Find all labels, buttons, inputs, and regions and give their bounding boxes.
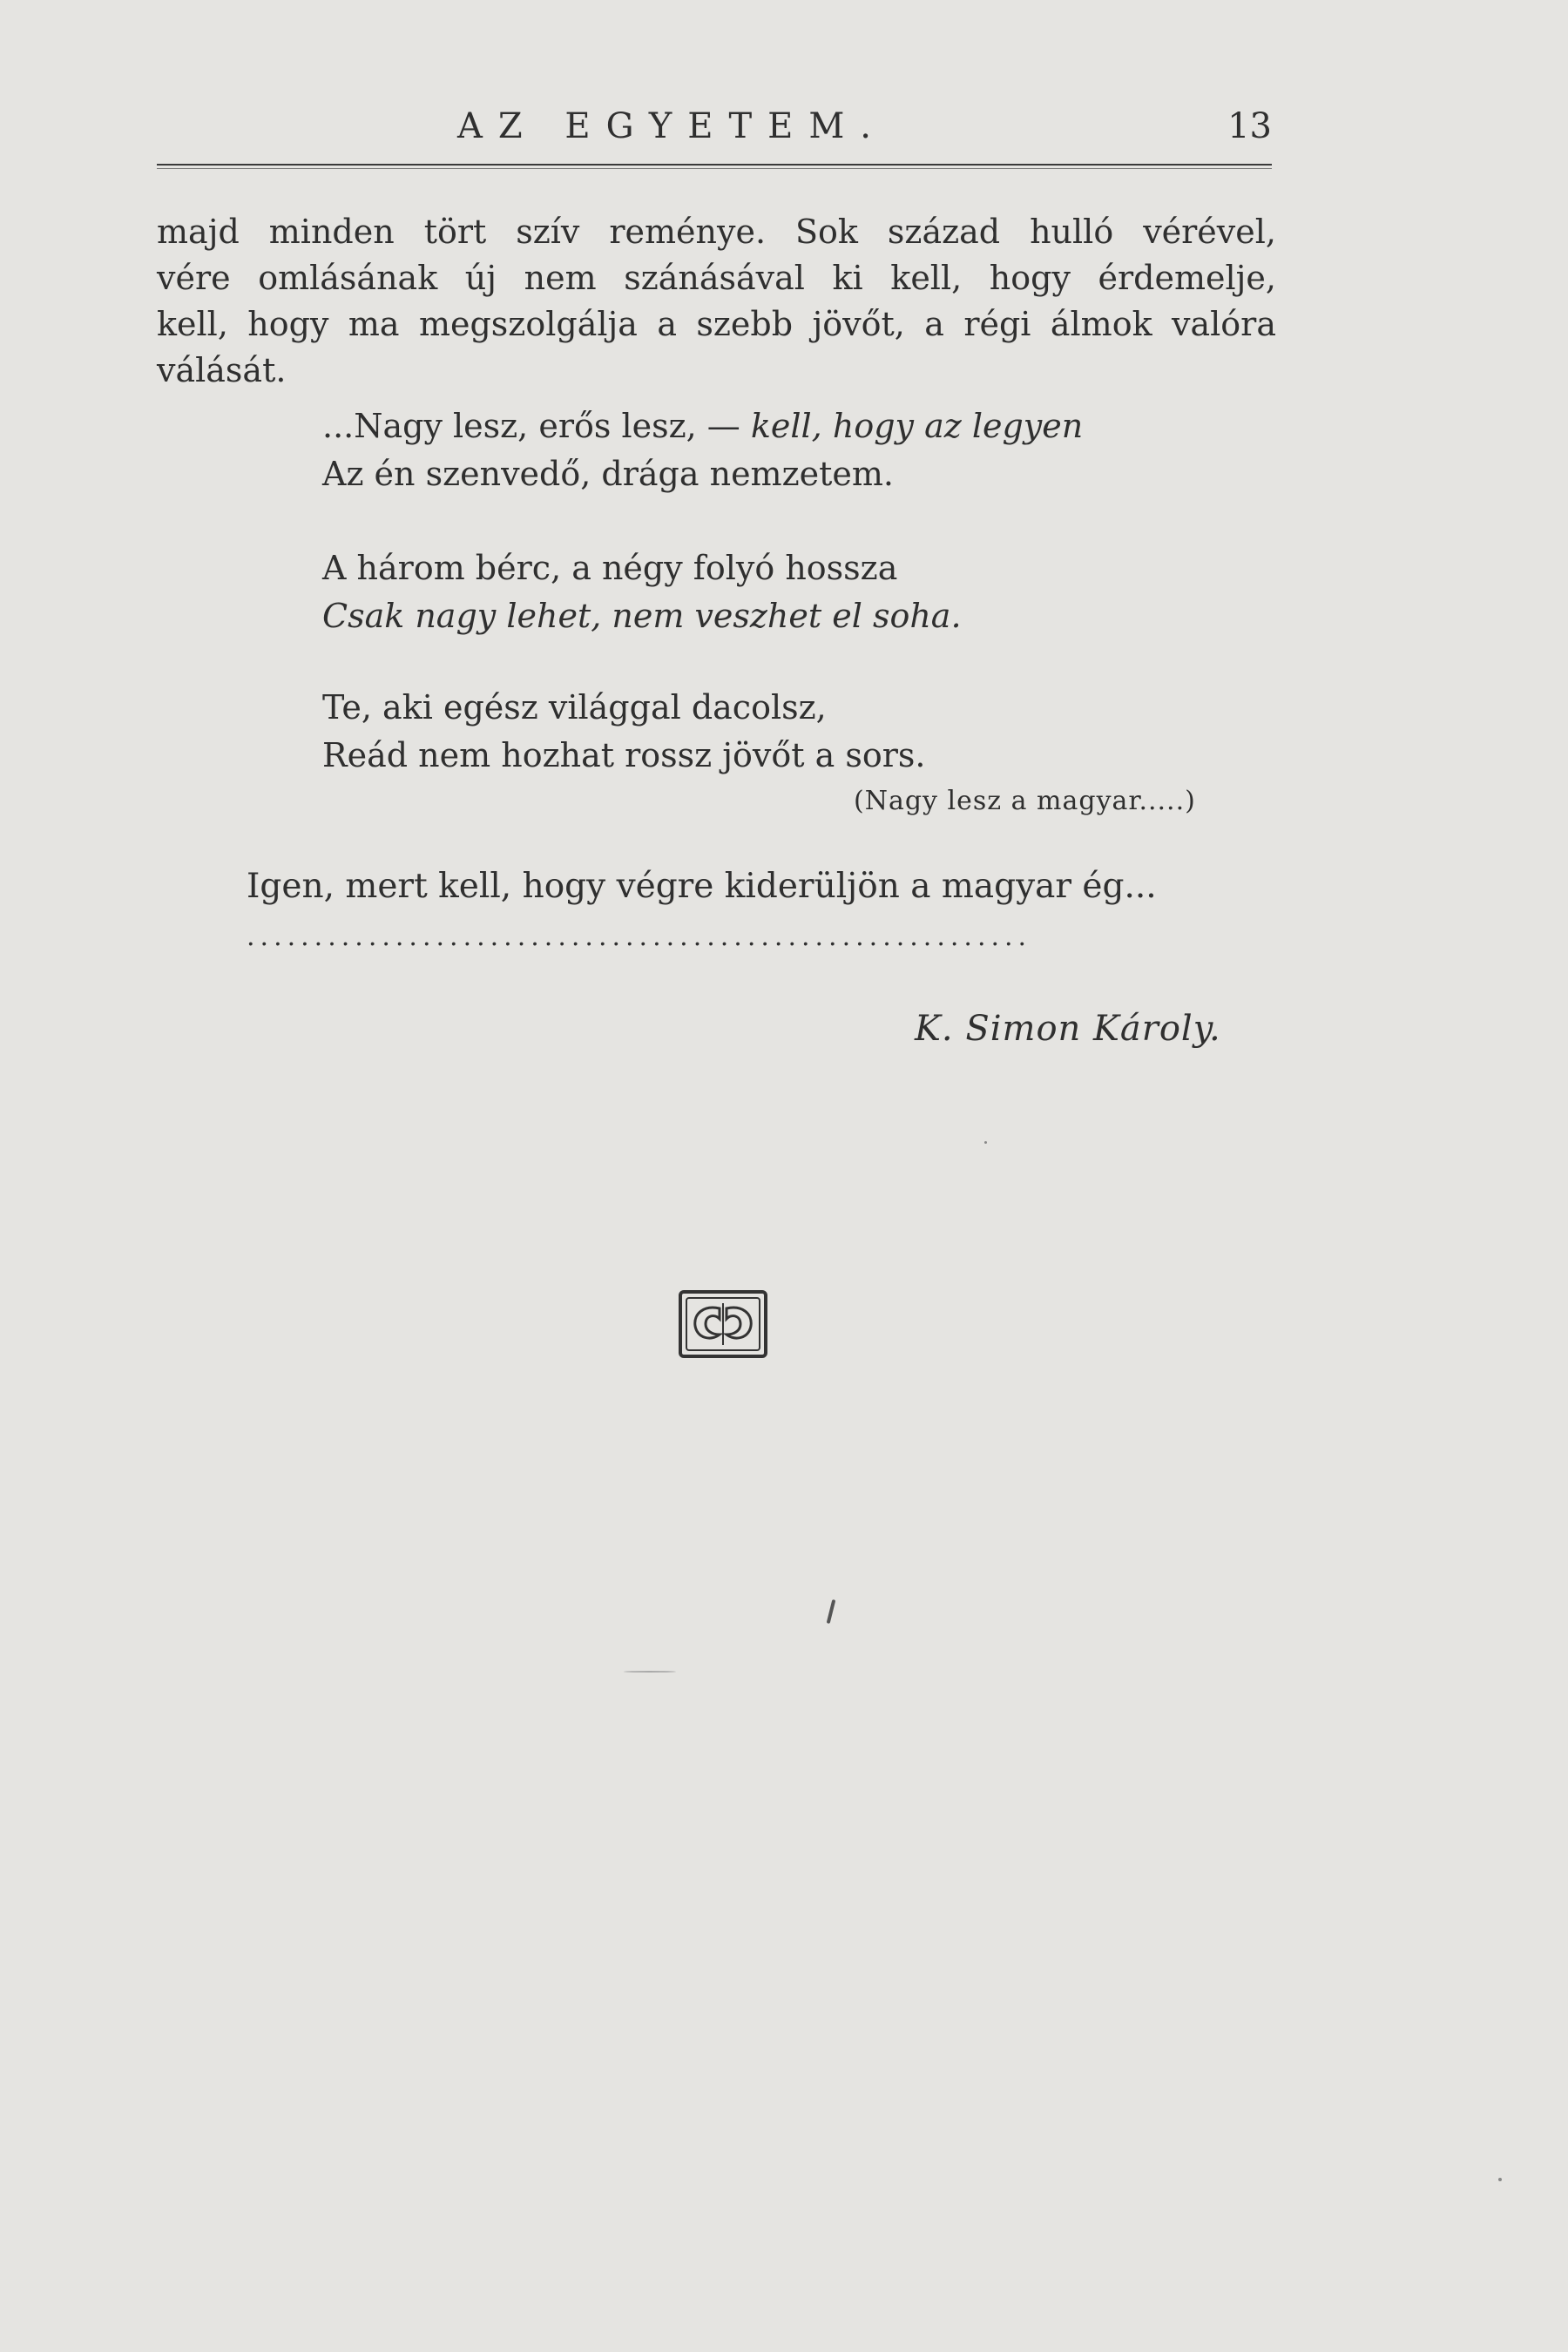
decorative-fleuron-icon — [678, 1289, 768, 1359]
paper-speck — [827, 1599, 836, 1624]
running-header — [157, 106, 1272, 159]
verse-line — [322, 402, 1083, 450]
verse-line: Te, aki egész világgal dacolsz, — [322, 688, 827, 727]
verse-line: Az én szenvedő, drága nemzetem. — [322, 455, 894, 493]
paper-speck — [984, 1141, 987, 1144]
dotted-separator: .......................................................... — [247, 922, 1032, 952]
prose-line: kell, hogy ma megszolgálja a szebb jövőt, a régi álmok valóra — [157, 305, 1276, 343]
prose-line: válását. — [157, 351, 287, 389]
journal-title: AZ EGYETEM. — [457, 106, 887, 146]
header-rule-thin — [157, 168, 1272, 169]
author-signature: K. Simon Károly. — [915, 1009, 1221, 1049]
closing-line: Igen, mert kell, hogy végre kiderüljön a magyar ég... — [247, 867, 1157, 906]
prose-line: majd minden tört szív reménye. Sok század hulló vérével, — [157, 213, 1276, 251]
verse-line-italic: kell, hogy az legyen — [750, 407, 1084, 445]
page-number: 13 — [1227, 106, 1272, 146]
header-rule — [157, 164, 1272, 166]
verse-stanza-2 — [322, 544, 962, 640]
verse-line-roman: ...Nagy lesz, erős lesz, — — [322, 407, 751, 445]
verse-line-italic: Csak nagy lehet, nem veszhet el soha. — [322, 597, 962, 635]
verse-stanza-3 — [322, 684, 925, 780]
verse-line: Reád nem hozhat rossz jövőt a sors. — [322, 736, 926, 774]
verse-citation: (Nagy lesz a magyar.....) — [854, 786, 1196, 816]
verse-line: A három bérc, a négy folyó hossza — [322, 549, 898, 587]
verse-stanza-1 — [322, 402, 1083, 498]
paper-speck — [624, 1671, 676, 1673]
prose-line: vére omlásának új nem szánásával ki kell, hogy érdemelje, — [157, 259, 1276, 297]
prose-paragraph — [157, 209, 1276, 394]
paper-speck — [1498, 2178, 1502, 2181]
